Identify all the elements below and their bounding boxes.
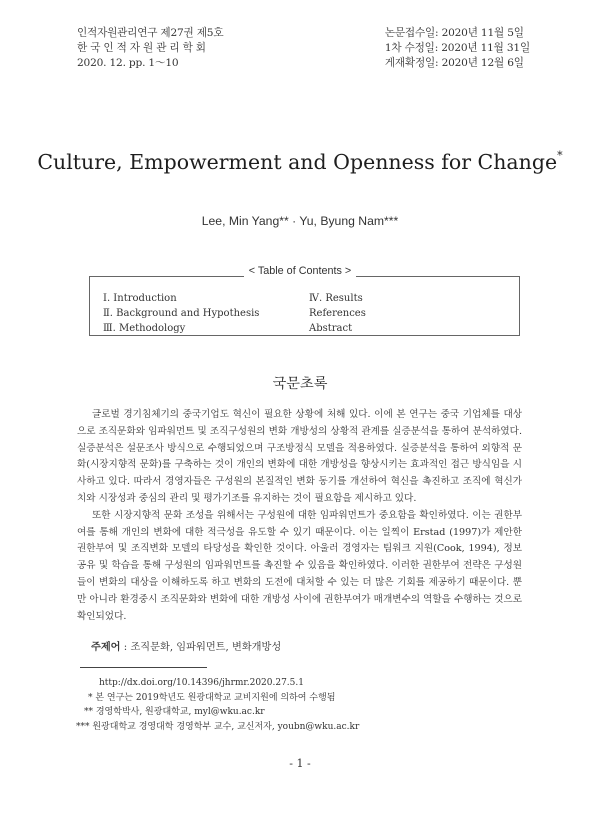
footnote-funding: * 본 연구는 2019학년도 원광대학교 교비지원에 의하여 수행됨 [88, 692, 336, 703]
toc-item: Ⅱ. Background and Hypothesis [103, 308, 260, 319]
accepted-date: 게재확정일: 2020년 12월 6일 [384, 57, 524, 69]
toc-item: Ⅳ. Results [309, 293, 363, 304]
toc-item: Ⅲ. Methodology [103, 323, 186, 334]
keywords-text: 조직문화, 임파워먼트, 변화개방성 [130, 642, 282, 653]
toc-item: Ⅰ. Introduction [103, 293, 177, 304]
footnote-divider [80, 667, 207, 668]
journal-name: 인적자원관리연구 제27권 제5호 [77, 27, 224, 39]
abstract-paragraph: 또한 시장지향적 문화 조성을 위해서는 구성원에 대한 임파워먼트가 중요함을 확인하였다. 이는 권한부여를 통해 개인의 변화에 대한 적극성을 유도할 수 있기 때문이다. 이는 일찍이 Erstad (1997)가 제안한 권한부여 및 조직변화 모델의 타당성을 확인한 것이다. 아울러 경영자는 팀워크 지원(Cook, 1994), 정보공유 및 학습을 통해 구성원의 임파워먼트를 촉진할 수 있음을 확인하였다. 이러한 권한부여 전략은 구성원들이 변화의 대상을 이해하도록 하고 변화의 도전에 대처할 수 있는 더 많은 기회를 제공하기 때문이다. 뿐만 아니라 환경중시 조직문화와 변화에 대한 개방성 사이에 권한부여가 매개변수의 역할을 수행하는 것으로 확인되었다. [77, 509, 522, 622]
received-date: 논문접수일: 2020년 11월 5일 [384, 27, 524, 39]
abstract-paragraph: 글로벌 경기침체기의 중국기업도 혁신이 필요한 상황에 처해 있다. 이에 본 연구는 중국 기업체를 대상으로 조직문화와 임파워먼트 및 조직구성원의 변화 개방성의 상황적 관계를 실증분석을 통하여 분석하였다. 실증분석은 설문조사 방식으로 수행되었으며 구조방정식 모델을 적용하였다. 실증분석을 통하여 외향적 문화(시장지향적 문화)를 구축하는 것이 개인의 변화에 대한 개방성을 향상시키는 효과적인 접근 방식임을 시사하고 있다. 따라서 경영자들은 구성원의 본질적인 변화 동기를 개선하여 혁신을 촉진하고 조직에 혁신가치와 시장성과 중심의 관리 및 평가기조를 유지하는 것이 필요함을 제시하고 있다. [77, 409, 522, 504]
toc-item: Abstract [309, 323, 353, 334]
keywords-separator: : [120, 642, 131, 653]
doi-link[interactable]: http://dx.doi.org/10.14396/jhrmr.2020.27.5.1 [99, 678, 304, 688]
title-footnote-mark: * [557, 149, 563, 163]
footnotes [76, 676, 359, 734]
toc-column-left [103, 291, 259, 336]
revised-date: 1차 수정일: 2020년 11월 31일 [384, 42, 530, 54]
page-number: - 1 - [289, 757, 311, 770]
toc-title-text: < Table of Contents > [244, 265, 356, 277]
toc-title [0, 265, 600, 277]
paper-title [0, 150, 600, 174]
footnote-author-2: *** 원광대학교 경영대학 경영학부 교수, 교신저자, youbn@wku.ac.kr [76, 721, 360, 732]
journal-header-left [77, 26, 223, 71]
paper-title-text: Culture, Empowerment and Openness for Change [37, 150, 558, 174]
journal-header-right [385, 26, 530, 71]
keywords [91, 638, 281, 653]
toc-item: References [309, 308, 366, 319]
abstract-heading: 국문초록 [272, 376, 328, 392]
footnote-author-1: ** 경영학박사, 원광대학교, myl@wku.ac.kr [84, 707, 265, 718]
abstract-body [77, 407, 522, 625]
society-name: 한 국 인 적 자 원 관 리 학 회 [77, 42, 206, 54]
toc-column-right [309, 291, 366, 336]
journal-pages: 2020. 12. pp. 1～10 [77, 57, 179, 69]
authors: Lee, Min Yang** · Yu, Byung Nam*** [201, 214, 399, 228]
keywords-label: 주제어 [91, 642, 121, 653]
